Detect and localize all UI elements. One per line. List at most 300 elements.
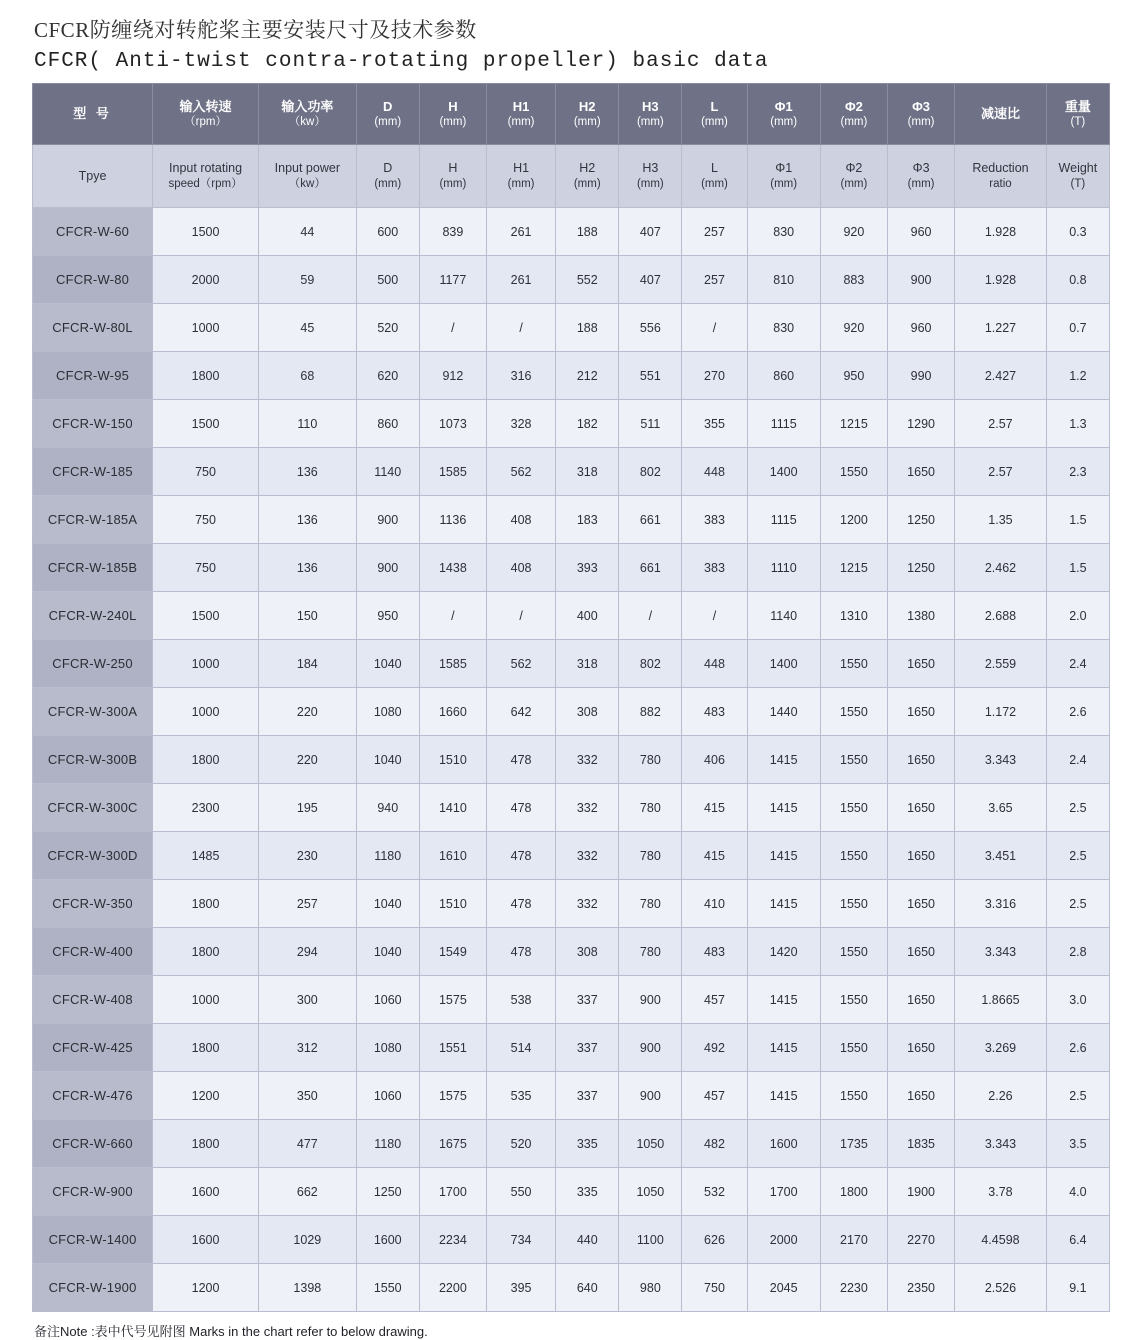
value-cell: 550 [486,1168,555,1216]
value-cell: 1250 [356,1168,419,1216]
value-cell: 1800 [153,880,259,928]
value-cell: 150 [258,592,356,640]
header-label: H1 [512,98,530,114]
value-cell: 1140 [747,592,820,640]
value-cell: 1675 [419,1120,486,1168]
value-cell: 1600 [153,1216,259,1264]
value-cell: 355 [682,400,747,448]
value-cell: 1310 [820,592,887,640]
value-cell: 2.6 [1046,688,1109,736]
value-cell: 328 [486,400,555,448]
value-cell: 406 [682,736,747,784]
value-cell: 562 [486,640,555,688]
value-cell: 3.5 [1046,1120,1109,1168]
header-cell-cn-0 [33,84,153,145]
model-cell: CFCR-W-80L [33,304,153,352]
header-label: D [383,98,393,114]
value-cell: 1585 [419,640,486,688]
value-cell: 1250 [888,544,955,592]
value-cell: 408 [486,496,555,544]
value-cell: 900 [356,496,419,544]
table-body [33,208,1110,1312]
header-unit: (mm) [907,177,935,190]
value-cell: 562 [486,448,555,496]
value-cell: 1380 [888,592,955,640]
value-cell: 312 [258,1024,356,1072]
value-cell: 1550 [820,880,887,928]
value-cell: 2.462 [955,544,1047,592]
value-cell: 1398 [258,1264,356,1312]
value-cell: 1800 [153,1024,259,1072]
value-cell: 900 [619,1024,682,1072]
value-cell: 900 [619,976,682,1024]
value-cell: 337 [556,1072,619,1120]
value-cell: 1575 [419,976,486,1024]
header-cell-en-6 [556,145,619,208]
value-cell: 538 [486,976,555,1024]
value-cell: 1.35 [955,496,1047,544]
value-cell: 1000 [153,976,259,1024]
value-cell: 1029 [258,1216,356,1264]
value-cell: 780 [619,736,682,784]
value-cell: 220 [258,688,356,736]
value-cell: 950 [356,592,419,640]
header-label: Φ2 [845,161,863,176]
value-cell: 1.2 [1046,352,1109,400]
table-row [33,832,1110,880]
header-cell-cn-3 [356,84,419,145]
value-cell: 2230 [820,1264,887,1312]
header-label: H [448,98,458,114]
value-cell: 839 [419,208,486,256]
value-cell: 383 [682,496,747,544]
header-unit: (mm) [907,116,935,129]
value-cell: 457 [682,976,747,1024]
value-cell: 1550 [820,688,887,736]
value-cell: 661 [619,544,682,592]
value-cell: 1550 [820,1024,887,1072]
value-cell: 802 [619,448,682,496]
value-cell: 1.928 [955,208,1047,256]
value-cell: 337 [556,976,619,1024]
header-cell-cn-1 [153,84,259,145]
header-label: H [448,161,458,176]
value-cell: 750 [682,1264,747,1312]
value-cell: 4.0 [1046,1168,1109,1216]
value-cell: 2.688 [955,592,1047,640]
header-label: 重量 [1064,98,1091,114]
value-cell: 950 [820,352,887,400]
value-cell: 1650 [888,448,955,496]
header-cell-cn-8 [682,84,747,145]
value-cell: 1551 [419,1024,486,1072]
header-unit: (mm) [770,116,798,129]
value-cell: 261 [486,256,555,304]
value-cell: 478 [486,928,555,976]
model-cell: CFCR-W-408 [33,976,153,1024]
value-cell: 448 [682,640,747,688]
value-cell: 300 [258,976,356,1024]
value-cell: 482 [682,1120,747,1168]
header-cell-en-0 [33,145,153,208]
value-cell: 350 [258,1072,356,1120]
value-cell: 1410 [419,784,486,832]
header-cell-en-9 [747,145,820,208]
value-cell: 1650 [888,976,955,1024]
table-row [33,304,1110,352]
value-cell: 1040 [356,928,419,976]
value-cell: 1800 [153,928,259,976]
value-cell: 188 [556,208,619,256]
value-cell: 136 [258,496,356,544]
value-cell: 1735 [820,1120,887,1168]
value-cell: 335 [556,1168,619,1216]
value-cell: 440 [556,1216,619,1264]
value-cell: 1250 [888,496,955,544]
header-unit: (mm) [573,177,601,190]
header-unit: speed（rpm） [168,177,243,190]
value-cell: 883 [820,256,887,304]
value-cell: 318 [556,448,619,496]
value-cell: 44 [258,208,356,256]
header-label: H3 [642,161,659,176]
header-unit: (T) [1070,116,1086,129]
header-unit: (mm) [507,177,535,190]
model-cell: CFCR-W-80 [33,256,153,304]
value-cell: 136 [258,544,356,592]
table-row [33,736,1110,784]
value-cell: 1485 [153,832,259,880]
value-cell: 332 [556,880,619,928]
value-cell: 1215 [820,544,887,592]
value-cell: / [486,592,555,640]
model-cell: CFCR-W-300C [33,784,153,832]
value-cell: 830 [747,208,820,256]
value-cell: 750 [153,448,259,496]
model-cell: CFCR-W-350 [33,880,153,928]
model-cell: CFCR-W-185A [33,496,153,544]
table-row [33,688,1110,736]
page-title-english: CFCR( Anti-twist contra-rotating propeller) basic data [34,50,769,73]
value-cell: 410 [682,880,747,928]
value-cell: 2.0 [1046,592,1109,640]
header-cell-cn-4 [419,84,486,145]
value-cell: 1215 [820,400,887,448]
value-cell: 332 [556,736,619,784]
header-cell-cn-9 [747,84,820,145]
value-cell: 551 [619,352,682,400]
value-cell: 620 [356,352,419,400]
header-label: Input rotating [169,161,243,176]
value-cell: 6.4 [1046,1216,1109,1264]
value-cell: 2045 [747,1264,820,1312]
value-cell: 1080 [356,688,419,736]
table-row [33,1024,1110,1072]
value-cell: 1180 [356,1120,419,1168]
table-row [33,1216,1110,1264]
table-row [33,592,1110,640]
value-cell: 1080 [356,1024,419,1072]
value-cell: 477 [258,1120,356,1168]
value-cell: 940 [356,784,419,832]
header-cell-en-4 [419,145,486,208]
model-cell: CFCR-W-300D [33,832,153,880]
header-unit: (mm) [840,116,868,129]
value-cell: 1.227 [955,304,1047,352]
value-cell: 2.559 [955,640,1047,688]
value-cell: 1.5 [1046,496,1109,544]
table-row [33,1120,1110,1168]
value-cell: 483 [682,928,747,976]
value-cell: 1500 [153,208,259,256]
value-cell: 457 [682,1072,747,1120]
header-label: Reduction [972,161,1029,176]
value-cell: 1140 [356,448,419,496]
value-cell: 1800 [820,1168,887,1216]
model-cell: CFCR-W-1900 [33,1264,153,1312]
value-cell: 59 [258,256,356,304]
value-cell: 182 [556,400,619,448]
value-cell: 2.5 [1046,784,1109,832]
value-cell: 2200 [419,1264,486,1312]
header-unit: (mm) [573,116,601,129]
value-cell: 1115 [747,496,820,544]
value-cell: 3.316 [955,880,1047,928]
model-cell: CFCR-W-185B [33,544,153,592]
header-cell-cn-12 [955,84,1047,145]
header-unit: (mm) [636,116,664,129]
value-cell: 2170 [820,1216,887,1264]
model-cell: CFCR-W-425 [33,1024,153,1072]
value-cell: 1415 [747,784,820,832]
value-cell: 2.526 [955,1264,1047,1312]
value-cell: 1177 [419,256,486,304]
value-cell: / [419,304,486,352]
value-cell: 1510 [419,880,486,928]
value-cell: 0.3 [1046,208,1109,256]
value-cell: 212 [556,352,619,400]
model-cell: CFCR-W-300A [33,688,153,736]
value-cell: 661 [619,496,682,544]
value-cell: 1610 [419,832,486,880]
value-cell: 1073 [419,400,486,448]
value-cell: 600 [356,208,419,256]
header-label: L [710,98,719,114]
value-cell: 492 [682,1024,747,1072]
header-label: Input power [274,161,340,176]
value-cell: 1650 [888,688,955,736]
value-cell: 1115 [747,400,820,448]
value-cell: 183 [556,496,619,544]
value-cell: 400 [556,592,619,640]
value-cell: 395 [486,1264,555,1312]
header-cell-en-8 [682,145,747,208]
header-cell-cn-13 [1046,84,1109,145]
header-cell-cn-7 [619,84,682,145]
value-cell: 3.0 [1046,976,1109,1024]
header-unit: （rpm） [184,116,227,129]
value-cell: 2270 [888,1216,955,1264]
value-cell: 1.8665 [955,976,1047,1024]
value-cell: 1438 [419,544,486,592]
value-cell: 511 [619,400,682,448]
value-cell: 3.343 [955,1120,1047,1168]
value-cell: 1550 [820,640,887,688]
model-cell: CFCR-W-240L [33,592,153,640]
value-cell: 2.6 [1046,1024,1109,1072]
value-cell: 1100 [619,1216,682,1264]
value-cell: 3.451 [955,832,1047,880]
value-cell: 1550 [820,976,887,1024]
value-cell: 810 [747,256,820,304]
value-cell: 1415 [747,880,820,928]
value-cell: 448 [682,448,747,496]
model-cell: CFCR-W-150 [33,400,153,448]
header-label: H2 [578,98,596,114]
header-unit: (mm) [636,177,664,190]
value-cell: 780 [619,928,682,976]
header-cell-cn-2 [258,84,356,145]
value-cell: 1000 [153,304,259,352]
model-cell: CFCR-W-400 [33,928,153,976]
value-cell: 520 [486,1120,555,1168]
header-label: Φ3 [912,161,930,176]
value-cell: 2.4 [1046,640,1109,688]
value-cell: 332 [556,832,619,880]
table-header-row-english [33,145,1110,208]
header-label: H3 [642,98,659,114]
header-label: 输入转速 [179,98,232,114]
value-cell: 1600 [153,1168,259,1216]
value-cell: 393 [556,544,619,592]
value-cell: 478 [486,880,555,928]
header-label: H2 [579,161,596,176]
header-unit: (mm) [701,116,728,129]
value-cell: 1550 [820,928,887,976]
value-cell: 1180 [356,832,419,880]
value-cell: 45 [258,304,356,352]
header-label: H1 [513,161,530,176]
header-cell-en-11 [888,145,955,208]
header-cell-en-2 [258,145,356,208]
header-label: Φ3 [912,98,931,114]
value-cell: 960 [888,304,955,352]
value-cell: 9.1 [1046,1264,1109,1312]
table-row [33,496,1110,544]
model-cell: CFCR-W-476 [33,1072,153,1120]
page-title-chinese: CFCR防缠绕对转舵桨主要安装尺寸及技术参数 [34,18,477,42]
table-header-row-chinese [33,84,1110,145]
value-cell: 3.78 [955,1168,1047,1216]
value-cell: 900 [356,544,419,592]
value-cell: 261 [486,208,555,256]
value-cell: 1800 [153,352,259,400]
value-cell: 257 [682,256,747,304]
table-row [33,256,1110,304]
value-cell: 1.172 [955,688,1047,736]
header-unit: (mm) [701,177,728,190]
value-cell: 1050 [619,1168,682,1216]
value-cell: 478 [486,736,555,784]
header-unit: (mm) [507,116,535,129]
header-label: 型 号 [73,106,112,122]
value-cell: 980 [619,1264,682,1312]
value-cell: 1400 [747,640,820,688]
value-cell: 1700 [747,1168,820,1216]
value-cell: 920 [820,208,887,256]
value-cell: 1415 [747,976,820,1024]
value-cell: 1040 [356,880,419,928]
value-cell: 2.5 [1046,832,1109,880]
table-row [33,1168,1110,1216]
value-cell: 1415 [747,832,820,880]
table-note: 备注Note :表中代号见附图 Marks in the chart refer to below drawing. [34,1324,428,1339]
table-header [33,84,1110,208]
header-unit: (T) [1070,177,1086,190]
model-cell: CFCR-W-660 [33,1120,153,1168]
value-cell: 1660 [419,688,486,736]
header-unit: (mm) [439,177,467,190]
value-cell: 912 [419,352,486,400]
value-cell: 1.5 [1046,544,1109,592]
value-cell: 2.8 [1046,928,1109,976]
value-cell: 1000 [153,688,259,736]
value-cell: 1800 [153,1120,259,1168]
value-cell: 1550 [356,1264,419,1312]
value-cell: 1650 [888,736,955,784]
value-cell: 860 [356,400,419,448]
value-cell: 1650 [888,880,955,928]
value-cell: 3.343 [955,928,1047,976]
table-row [33,928,1110,976]
header-unit: (mm) [840,177,868,190]
value-cell: 220 [258,736,356,784]
header-unit: (mm) [439,116,467,129]
value-cell: 2000 [747,1216,820,1264]
header-label: 输入功率 [281,98,334,114]
value-cell: 1.3 [1046,400,1109,448]
value-cell: 383 [682,544,747,592]
value-cell: 1510 [419,736,486,784]
table-row [33,400,1110,448]
value-cell: 1290 [888,400,955,448]
value-cell: 1700 [419,1168,486,1216]
value-cell: 2350 [888,1264,955,1312]
value-cell: 900 [619,1072,682,1120]
value-cell: 1200 [153,1264,259,1312]
value-cell: 2.3 [1046,448,1109,496]
value-cell: 1500 [153,400,259,448]
value-cell: 1050 [619,1120,682,1168]
value-cell: 532 [682,1168,747,1216]
table-row [33,976,1110,1024]
value-cell: 1550 [820,448,887,496]
value-cell: 2.5 [1046,1072,1109,1120]
value-cell: 483 [682,688,747,736]
value-cell: 2.427 [955,352,1047,400]
value-cell: 110 [258,400,356,448]
value-cell: 3.269 [955,1024,1047,1072]
table-row [33,784,1110,832]
header-cell-cn-11 [888,84,955,145]
value-cell: 1585 [419,448,486,496]
value-cell: 1900 [888,1168,955,1216]
table-row [33,544,1110,592]
value-cell: / [682,592,747,640]
value-cell: 1200 [820,496,887,544]
value-cell: 1040 [356,640,419,688]
value-cell: 1060 [356,976,419,1024]
